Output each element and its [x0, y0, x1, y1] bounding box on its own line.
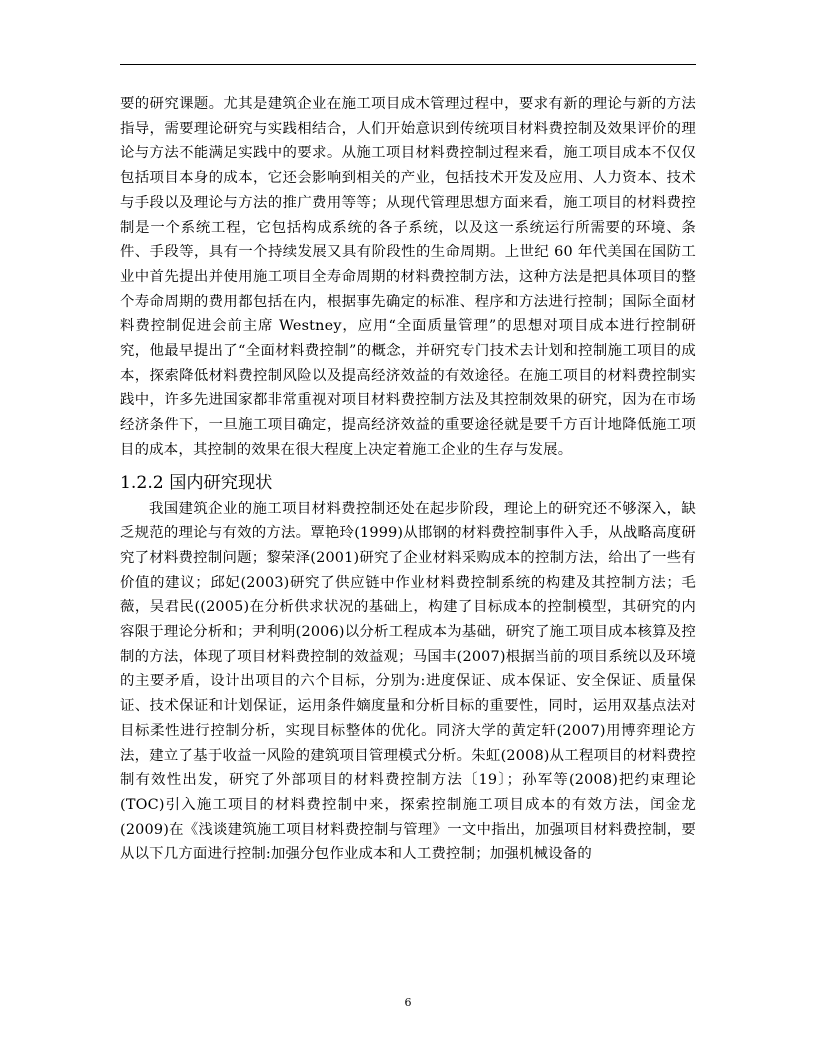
body-paragraph-continued: 要的研究课题。尤其是建筑企业在施工项目成木管理过程中，要求有新的理论与新的方法指导，需要理论研究与实践相结合，人们开始意识到传统项目材料费控制及效果评价的理论与方法不能满足实践中的要求。从施工项目材料费控制过程来看，施工项目成本不仅仅包括项目本身的成本，它还会影响到相关的产业，包括技术开发及应用、人力资本、技术与手段以及理论与方法的推广费用等等；从现代管理思想方面来看，施工项目的材料费控制是一个系统工程，它包括构成系统的各子系统，以及这一系统运行所需要的环境、条件、手段等，具有一个持续发展又具有阶段性的生命周期。上世纪 60 年代美国在国防工业中首先提出并使用施工项目全寿命周期的材料费控制方法，这种方法是把具体项目的整个寿命周期的费用都包括在内，根据事先确定的标准、程序和方法进行控制；国际全面材料费控制促进会前主席 Westney，应用“全面质量管理”的思想对项目成本进行控制研究，他最早提出了“全面材料费控制”的概念，并研究专门技术去计划和控制施工项目的成本，探索降低材料费控制风险以及提高经济效益的有效途径。在施工项目的材料费控制实践中，许多先进国家都非常重视对项目材料费控制方法及其控制效果的研究，因为在市场经济条件下，一旦施工项目确定，提高经济效益的重要途径就是要千方百计地降低施工项目的成本，其控制的效果在很大程度上决定着施工企业的生存与发展。: [120, 96, 696, 458]
document-body: [120, 92, 696, 867]
body-paragraph: 我国建筑企业的施工项目材料费控制还处在起步阶段，理论上的研究还不够深入，缺乏规范的理论与有效的方法。覃艳玲(1999)从邯钢的材料费控制事件入手，从战略高度研究了材料费控制问题；黎荣泽(2001)研究了企业材料采购成本的控制方法，给出了一些有价值的建议；邱妃(2003)研究了供应链中作业材料费控制系统的构建及其控制方法；毛薇，吴君民((2005)在分析供求状况的基础上，构建了目标成本的控制模型，其研究的内容限于理论分析和；尹利明(2006)以分析工程成本为基础，研究了施工项目成本核算及控制的方法，体现了项目材料费控制的效益观；马国丰(2007)根据当前的项目系统以及环境的主要矛盾，设计出项目的六个目标，分别为:进度保证、成本保证、安全保证、质量保证、技术保证和计划保证，运用条件嫡度量和分析目标的重要性，同时，运用双基点法对目标柔性进行控制分析，实现目标整体的优化。同济大学的黄定轩(2007)用博弈理论方法，建立了基于收益一风险的建筑项目管理模式分析。朱虹(2008)从工程项目的材料费控制有效性出发，研究了外部项目的材料费控制方法〔19〕；孙军等(2008)把约束理论(TOC)引入施工项目的材料费控制中来，探索控制施工项目成本的有效方法，闰金龙(2009)在《浅谈建筑施工项目材料费控制与管理》一文中指出，加强项目材料费控制，要从以下几方面进行控制:加强分包作业成本和人工费控制；加强机械设备的: [120, 500, 696, 863]
page-number: 6: [404, 996, 412, 1009]
section-heading: 1.2.2 国内研究现状: [120, 472, 273, 493]
header-rule: [120, 64, 696, 65]
